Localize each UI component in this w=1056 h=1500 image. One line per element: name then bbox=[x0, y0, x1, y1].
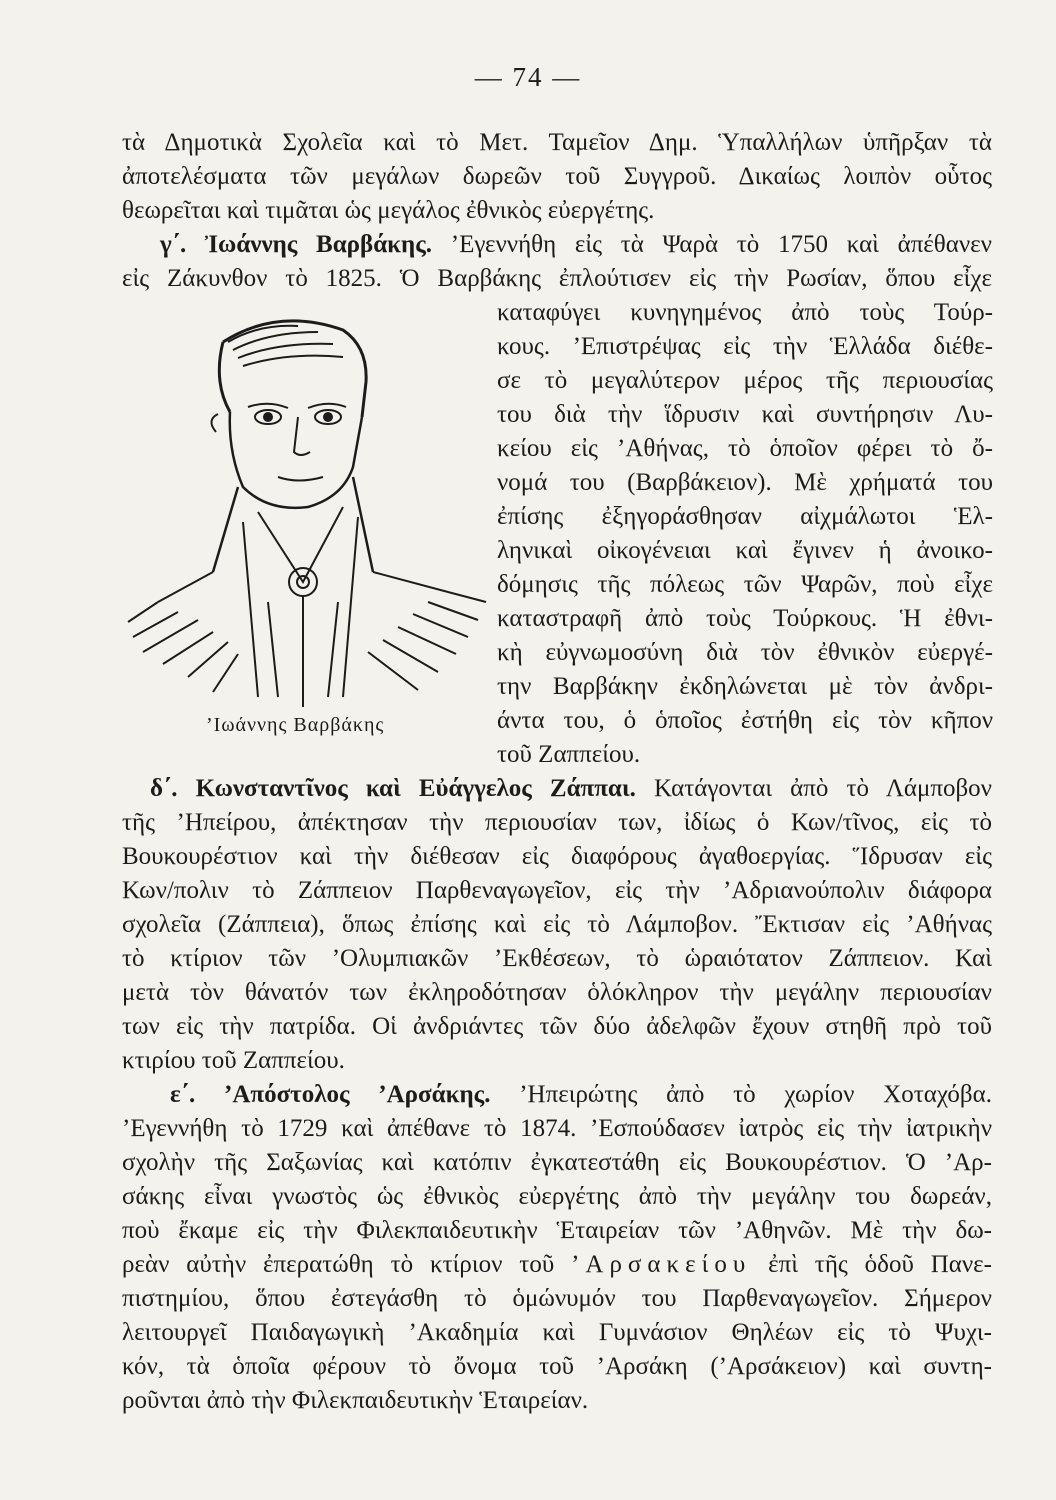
side-text-line: του διὰ τὴν ἵδρυσιν καὶ συντήρησιν Λυ- bbox=[497, 401, 993, 428]
side-text-line: κὴ εὐγνωμοσύνη διὰ τὸν ἐθνικὸν εὐεργέ- bbox=[497, 639, 993, 666]
heading-text: Κατάγονται ἀπὸ τὸ Λάμποβον bbox=[635, 775, 992, 802]
side-text-line: καταφύγει κυνηγημένος ἀπὸ τοὺς Τούρ- bbox=[497, 299, 993, 326]
text-line: μετὰ τὸν θάνατόν των ἐκληροδότησαν ὁλόκληρον τὴν μεγάλην περιουσίαν bbox=[122, 979, 992, 1006]
text-line: λειτουργεῖ Παιδαγωγικὴ ’Ακαδημία καὶ Γυμνάσιον Θηλέων εἰς τὸ Ψυχι- bbox=[122, 1319, 992, 1346]
text-line: Κων/πολιν τὸ Ζάππειον Παρθεναγωγεῖον, εἰς τὴν ’Αδριανούπολιν διάφορα bbox=[122, 877, 992, 904]
section-heading-line bbox=[150, 774, 992, 804]
side-text-line: τοῦ Ζαππείου. bbox=[497, 741, 641, 768]
heading-text: ’Εγεννήθη εἰς τὰ Ψαρὰ τὸ 1750 καὶ ἀπέθανεν bbox=[432, 231, 992, 258]
side-text-line: νομά του (Βαρβάκειον). Μὲ χρήματά του bbox=[497, 469, 993, 496]
text-line: τὰ Δημοτικὰ Σχολεῖα καὶ τὸ Μετ. Ταμεῖον Δημ. Ὑπαλλήλων ὑπῆρξαν τὰ bbox=[122, 129, 992, 156]
portrait-illustration bbox=[118, 302, 493, 722]
side-text-line: κείου εἰς ’Αθήνας, τὸ ὁποῖον φέρει τὸ ὄ- bbox=[497, 435, 993, 462]
text-line: ἀποτελέσματα τῶν μεγάλων δωρεῶν τοῦ Συγγροῦ. Δικαίως λοιπὸν οὗτος bbox=[122, 163, 992, 190]
text-line: των εἰς τὴν πατρίδα. Οἱ ἀνδριάντες τῶν δύο ἀδελφῶν ἔχουν στηθῆ πρὸ τοῦ bbox=[122, 1013, 992, 1040]
text-line: τῆς ’Ηπείρου, ἀπέκτησαν τὴν περιουσίαν των, ἰδίως ὁ Κων/τῖνος, εἰς τὸ bbox=[122, 809, 992, 836]
text-line: σχολεῖα (Ζάππεια), ὅπως ἐπίσης καὶ εἰς τὸ Λάμποβον. Ἔκτισαν εἰς ’Αθήνας bbox=[122, 911, 992, 938]
text-line: Βουκουρέστιον καὶ τὴν διέθεσαν εἰς διαφόρους ἀγαθοεργίας. Ἵδρυσαν εἰς bbox=[122, 843, 992, 870]
text-line: ροῦνται ἀπὸ τὴν Φιλεκπαιδευτικὴν Ἑταιρείαν. bbox=[122, 1387, 589, 1414]
side-text-line: σε τὸ μεγαλύτερον μέρος τῆς περιουσίας bbox=[497, 367, 993, 394]
spaced-word: ’Αρσακείου bbox=[571, 1251, 752, 1278]
side-text-line: ἐπίσης ἐξηγοράσθησαν αἰχμάλωτοι Ἑλ- bbox=[497, 503, 993, 530]
heading-text: ’Ηπειρώτης ἀπὸ τὸ χωρίον Χοταχόβα. bbox=[490, 1081, 992, 1108]
text-line: θεωρεῖται καὶ τιμᾶται ὡς μεγάλος ἐθνικὸς εὐεργέτης. bbox=[122, 197, 655, 224]
side-text-line: άντα του, ὁ ὁποῖος ἐστήθη εἰς τὸν κῆπον bbox=[497, 707, 993, 734]
page-number: — 74 — bbox=[474, 62, 582, 92]
text-line: κόν, τὰ ὁποῖα φέρουν τὸ ὄνομα τοῦ ’Αρσάκη (’Αρσάκειον) καὶ συντη- bbox=[122, 1353, 992, 1380]
side-text-line: ληνικαὶ οἰκογένειαι καὶ ἔγινεν ἡ ἀνοικο- bbox=[497, 537, 993, 564]
text-line: πιστημίου, ὅπου ἐστεγάσθη τὸ ὁμώνυμόν του Παρθεναγωγεῖον. Σήμερον bbox=[122, 1285, 992, 1312]
text-line: εἰς Ζάκυνθον τὸ 1825. Ὁ Βαρβάκης ἐπλούτισεν εἰς τὴν Ρωσίαν, ὅπου εἶχε bbox=[122, 265, 992, 292]
text-line: σάκης εἶναι γνωστὸς ὡς ἐθνικὸς εὐεργέτης ἀπὸ τὴν μεγάλην του δωρεάν, bbox=[122, 1183, 992, 1210]
text-line bbox=[122, 1250, 992, 1280]
text-line: σχολὴν τῆς Σαξωνίας καὶ κατόπιν ἐγκατεστάθη εἰς Βουκουρέστιον. Ὁ ’Αρ- bbox=[122, 1149, 992, 1176]
text-line: κτιρίου τοῦ Ζαππείου. bbox=[122, 1047, 345, 1074]
section-heading-line bbox=[170, 1080, 992, 1110]
heading-zappas: δ΄. Κωνσταντῖνος καὶ Εὐάγγελος Ζάππαι. bbox=[150, 775, 636, 802]
side-text-line: καταστραφῆ ἀπὸ τοὺς Τούρκους. Ἡ ἐθνι- bbox=[497, 605, 993, 632]
side-text-line: κους. ’Επιστρέψας εἰς τὴν Ἑλλάδα διέθε- bbox=[497, 333, 993, 360]
text-segment: ρεὰν αὐτὴν ἐπερατώθη τὸ κτίριον τοῦ bbox=[122, 1251, 572, 1278]
portrait-caption: ’Ιωάννης Βαρβάκης bbox=[206, 714, 385, 736]
text-line: ποὺ ἔκαμε εἰς τὴν Φιλεκπαιδευτικὴν Ἑταιρείαν τῶν ’Αθηνῶν. Μὲ τὴν δω- bbox=[122, 1217, 992, 1244]
side-text-line: την Βαρβάκην ἐκδηλώνεται μὲ τὸν ἀνδρι- bbox=[497, 673, 993, 700]
heading-arsakis: ε΄. ’Απόστολος ’Αρσάκης. bbox=[170, 1081, 491, 1108]
text-line: ’Εγεννήθη τὸ 1729 καὶ ἀπέθανε τὸ 1874. ’Εσπούδασεν ἰατρὸς εἰς τὴν ἰατρικὴν bbox=[122, 1115, 992, 1142]
text-line: τὸ κτίριον τῶν ’Ολυμπιακῶν ’Εκθέσεων, τὸ ὡραιότατον Ζάππειον. Καὶ bbox=[122, 945, 992, 972]
section-heading-line bbox=[160, 230, 992, 260]
text-segment: ἐπὶ τῆς ὁδοῦ Πανε- bbox=[751, 1251, 992, 1278]
side-text-line: δόμησις τῆς πόλεως τῶν Ψαρῶν, ποὺ εἶχε bbox=[497, 571, 993, 598]
heading-varvakis: γ΄. Ἰωάννης Βαρβάκης. bbox=[160, 231, 433, 258]
